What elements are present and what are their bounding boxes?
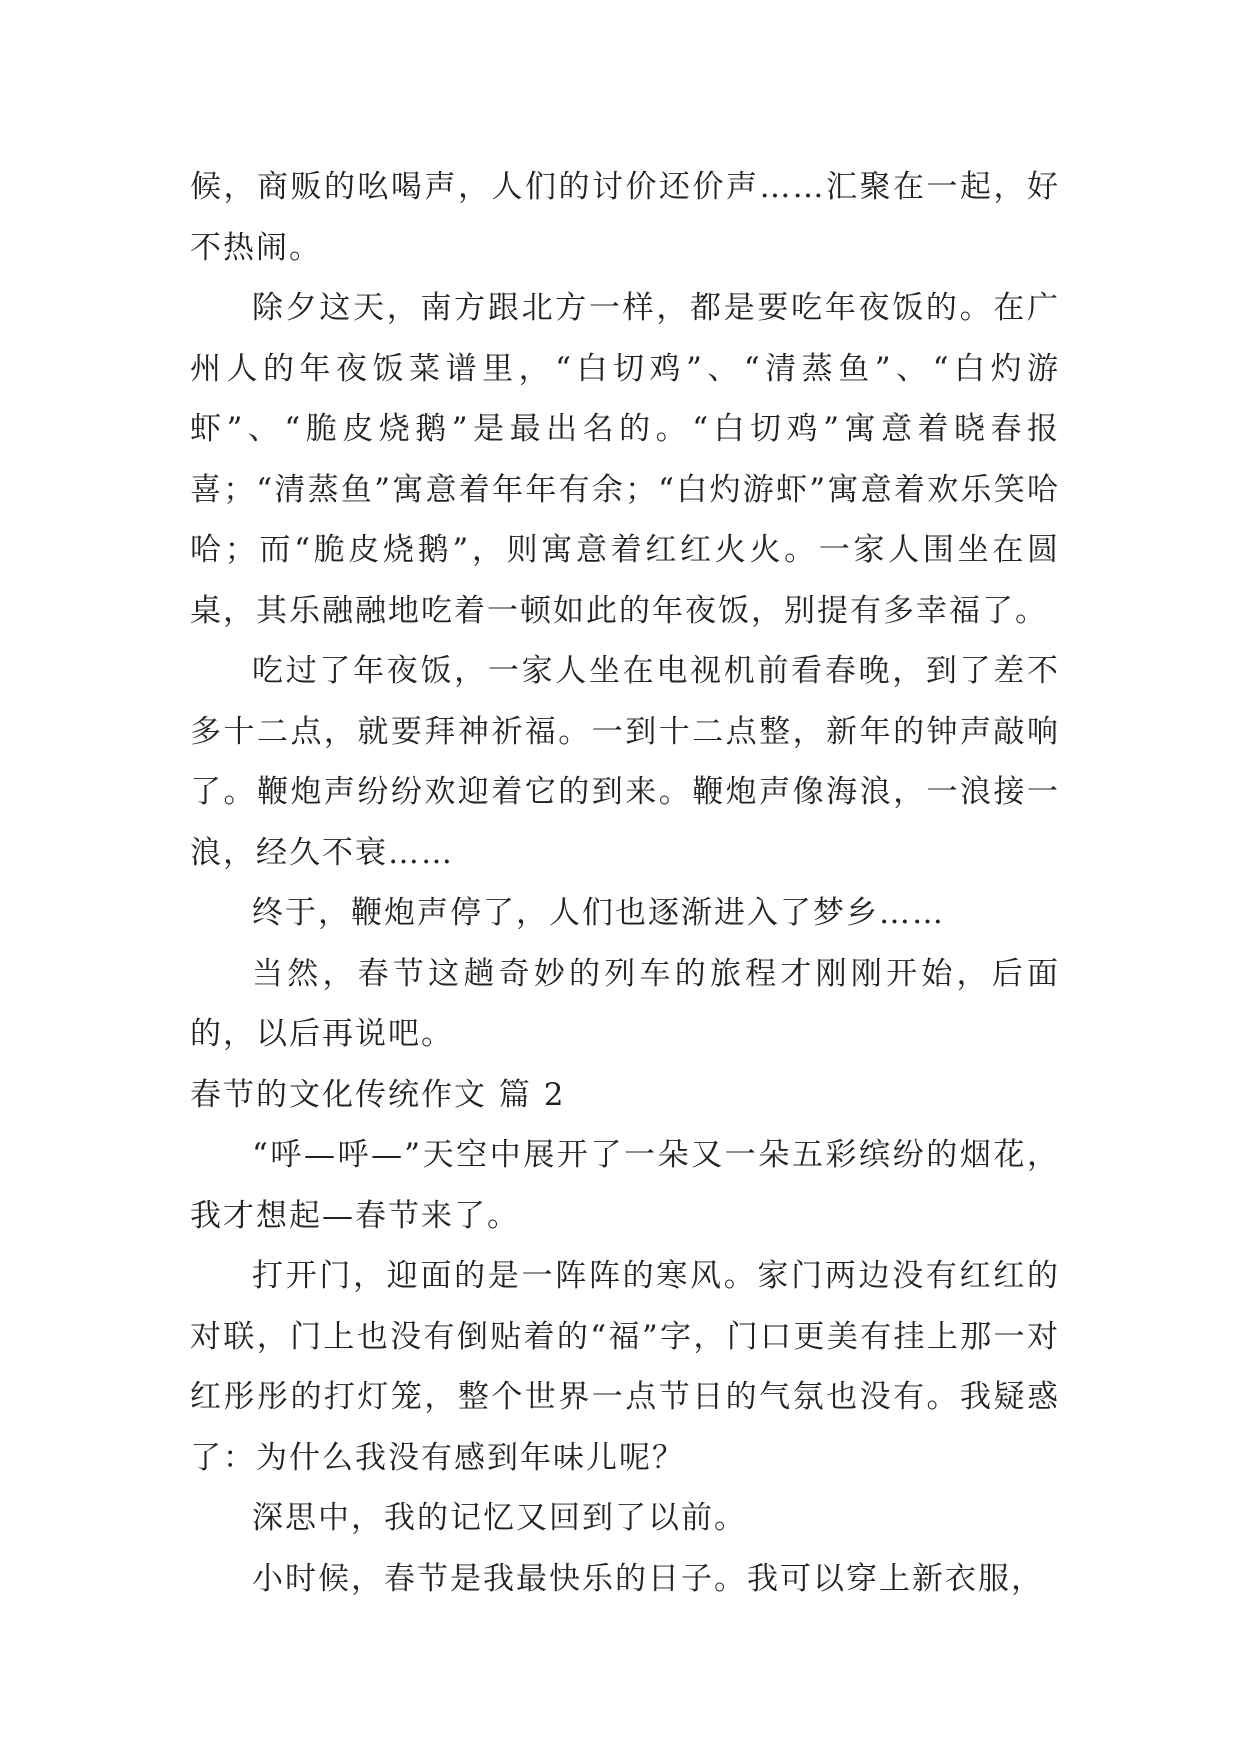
paragraph-2: 除夕这天，南方跟北方一样，都是要吃年夜饭的。在广州人的年夜饭菜谱里，“白切鸡”、“清蒸鱼”、“白灼游虾”、“脆皮烧鹅”是最出名的。“白切鸡”寓意着晓春报喜；“清蒸鱼”寓意着年年有余；“白灼游虾”寓意着欢乐笑哈哈；而“脆皮烧鹅”，则寓意着红红火火。一家人围坐在圆桌，其乐融融地吃着一顿如此的年夜饭，别提有多幸福了。 xyxy=(190,290,1060,629)
paragraph-1: 候，商贩的吆喝声，人们的讨价还价声……汇聚在一起，好不热闹。 xyxy=(190,169,1060,266)
paragraph-10: 小时候，春节是我最快乐的日子。我可以穿上新衣服， xyxy=(252,1560,1044,1597)
paragraph-7: “呼—呼—”天空中展开了一朵又一朵五彩缤纷的烟花，我才想起—春节来了。 xyxy=(190,1137,1060,1234)
section-heading: 春节的文化传统作文 篇 2 xyxy=(190,1076,566,1113)
paragraph-9: 深思中，我的记忆又回到了以前。 xyxy=(252,1500,747,1536)
paragraph-4: 终于，鞭炮声停了，人们也逐渐进入了梦乡…… xyxy=(252,895,945,931)
paragraph-5: 当然，春节这趟奇妙的列车的旅程才刚刚开始，后面的，以后再说吧。 xyxy=(190,955,1060,1052)
paragraph-8: 打开门，迎面的是一阵阵的寒风。家门两边没有红红的对联，门上也没有倒贴着的“福”字，门口更美有挂上那一对红彤彤的打灯笼，整个世界一点节日的气氛也没有。我疑惑了：为什么我没有感到年味儿呢？ xyxy=(190,1258,1060,1476)
document-page xyxy=(190,157,1060,1609)
paragraph-3: 吃过了年夜饭，一家人坐在电视机前看春晚，到了差不多十二点，就要拜神祈福。一到十二点整，新年的钟声敲响了。鞭炮声纷纷欢迎着它的到来。鞭炮声像海浪，一浪接一浪，经久不衰…… xyxy=(190,653,1060,871)
